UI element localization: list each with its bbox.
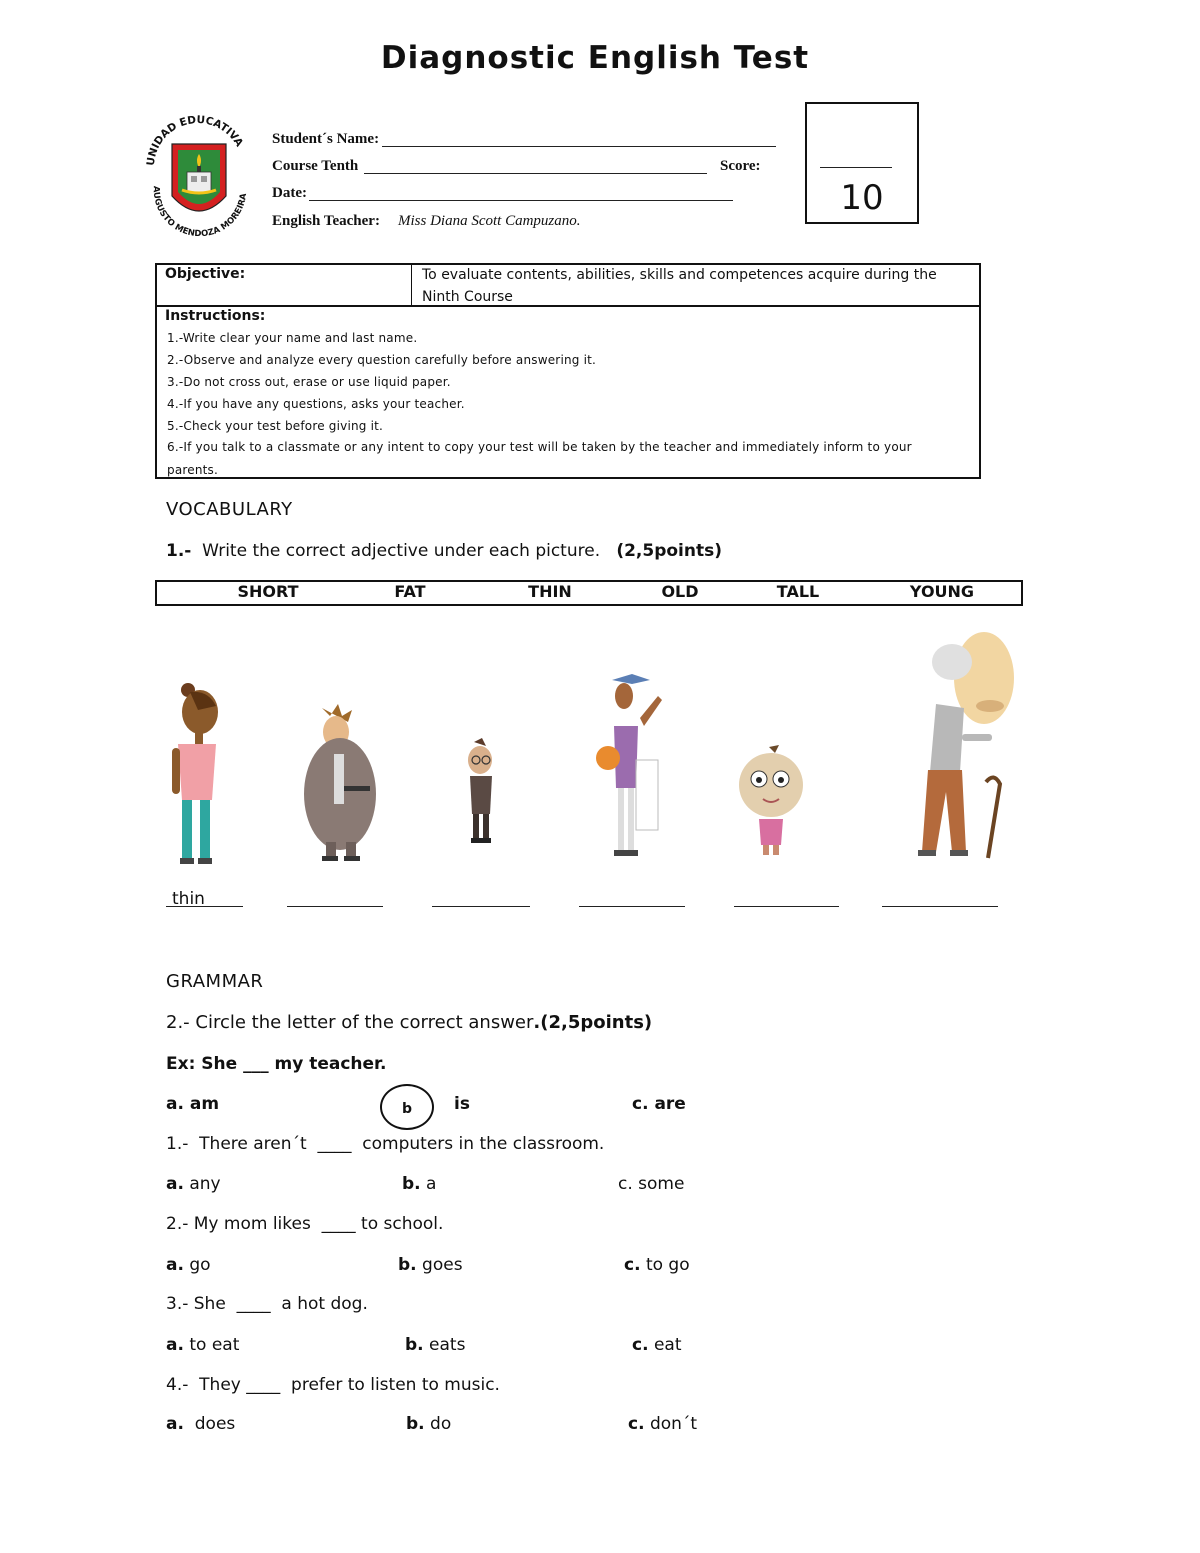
question-points: (2,5points) [616, 541, 723, 561]
course-label: Course Tenth [272, 158, 359, 174]
short-man-figure [460, 738, 502, 846]
logo-text-bottom: AUGUSTO MENDOZA MOREIRA [150, 185, 250, 240]
question-number: 1.- [166, 541, 192, 561]
instruction-item: 6.-If you talk to a classmate or any intent to copy your test will be taken by the teacher and immediately inform to your [167, 440, 912, 454]
instruction-item: 2.-Observe and analyze every question carefully before answering it. [167, 353, 597, 367]
grammar-question [166, 1012, 652, 1033]
adjective-fat: FAT [394, 582, 426, 601]
answer-blank-4[interactable] [579, 906, 685, 907]
option-1c[interactable]: c. some [618, 1174, 685, 1194]
objective-divider [411, 263, 412, 305]
instruction-item: 4.-If you have any questions, asks your teacher. [167, 397, 465, 411]
option-2c[interactable]: c. to go [624, 1255, 690, 1275]
score-field[interactable] [820, 167, 892, 168]
grammar-item-4: 4.- They ____ prefer to listen to music. [166, 1375, 500, 1395]
adjective-tall: TALL [776, 582, 820, 601]
adjective-short: SHORT [237, 582, 299, 601]
score-label: Score: [720, 158, 761, 174]
answer-blank-1[interactable] [166, 906, 243, 907]
grammar-item-3: 3.- She ____ a hot dog. [166, 1294, 368, 1314]
course-field[interactable] [364, 173, 707, 174]
grammar-heading: GRAMMAR [166, 971, 264, 992]
woman-figure [168, 682, 228, 868]
score-total: 10 [840, 178, 884, 218]
adjective-old: OLD [661, 582, 699, 601]
instruction-item: 1.-Write clear your name and last name. [167, 331, 418, 345]
option-4b[interactable]: b. do [406, 1414, 452, 1434]
example-option-c: c. are [632, 1094, 686, 1114]
instruction-item: 5.-Check your test before giving it. [167, 419, 384, 433]
option-3a[interactable]: a. to eat [166, 1335, 240, 1355]
teacher-name: Miss Diana Scott Campuzano. [398, 213, 581, 229]
example-option-a: a. am [166, 1094, 220, 1114]
fat-man-figure [300, 702, 378, 862]
instruction-item: parents. [167, 463, 219, 477]
option-1a[interactable]: a. any [166, 1174, 221, 1194]
grammar-question-points: .(2,5points) [533, 1012, 653, 1033]
answer-blank-5[interactable] [734, 906, 839, 907]
logo-text-top: UNIDAD EDUCATIVA [144, 113, 246, 167]
objective-text: To evaluate contents, abilities, skills and competences acquire during the Ninth Course [422, 267, 937, 305]
example-option-b-letter: b [402, 1101, 413, 1117]
option-4c[interactable]: c. don´t [628, 1414, 698, 1434]
question-text: Write the correct adjective under each picture. [202, 541, 601, 561]
option-2b[interactable]: b. goes [398, 1255, 463, 1275]
example-prompt: Ex: She ___ my teacher. [166, 1054, 387, 1074]
adjective-young: YOUNG [909, 582, 975, 601]
option-2a[interactable]: a. go [166, 1255, 211, 1275]
vocabulary-heading: VOCABULARY [166, 499, 293, 520]
option-1b[interactable]: b. a [402, 1174, 437, 1194]
student-name-label: Student´s Name: [272, 131, 380, 147]
grammar-item-1: 1.- There aren´t ____ computers in the classroom. [166, 1134, 605, 1154]
example-option-b: is [454, 1094, 470, 1114]
option-3c[interactable]: c. eat [632, 1335, 682, 1355]
instructions-label: Instructions: [165, 308, 266, 324]
objective-label: Objective: [165, 266, 246, 282]
page-title: Diagnostic English Test [380, 40, 810, 76]
option-3b[interactable]: b. eats [405, 1335, 466, 1355]
old-man-figure [900, 622, 1020, 864]
tall-man-figure [592, 670, 666, 862]
instruction-item: 3.-Do not cross out, erase or use liquid paper. [167, 375, 451, 389]
answer-blank-2[interactable] [287, 906, 383, 907]
answer-blank-3[interactable] [432, 906, 530, 907]
date-label: Date: [272, 185, 307, 201]
school-logo [142, 104, 250, 252]
answer-blank-6[interactable] [882, 906, 998, 907]
vocabulary-question [166, 541, 722, 561]
grammar-item-2: 2.- My mom likes ____ to school. [166, 1214, 444, 1234]
teacher-label: English Teacher: [272, 213, 380, 229]
baby-figure [735, 745, 807, 861]
date-field[interactable] [309, 200, 733, 201]
adjective-thin: THIN [528, 582, 572, 601]
grammar-question-text: 2.- Circle the letter of the correct answer [166, 1012, 534, 1033]
vocabulary-answer: thin [172, 889, 205, 909]
option-4a[interactable]: a. does [166, 1414, 236, 1434]
student-name-field[interactable] [382, 146, 776, 147]
